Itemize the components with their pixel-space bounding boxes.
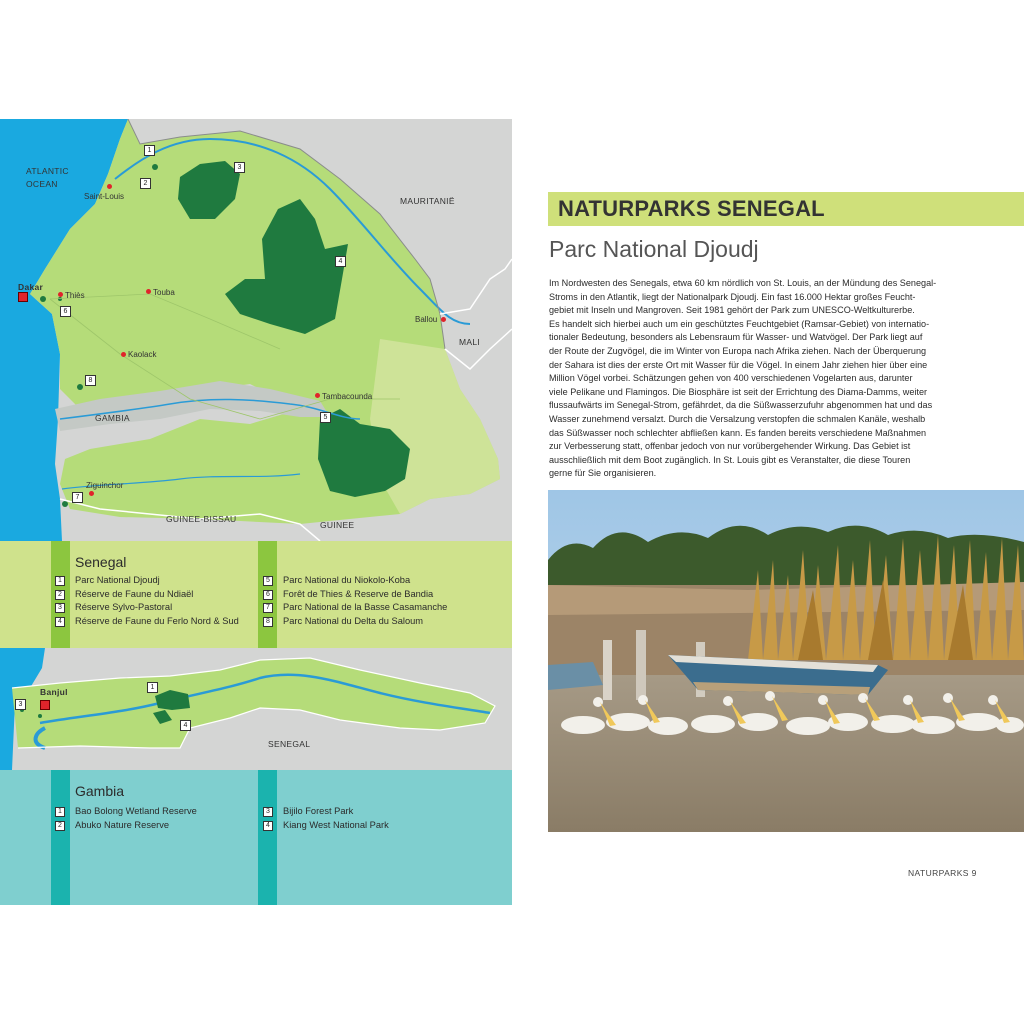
article-body (549, 277, 974, 481)
legend-number: 8 (263, 617, 273, 627)
legend-item (55, 805, 197, 819)
park-marker-5: 5 (320, 412, 331, 423)
legend-item (55, 819, 197, 833)
legend-label: Parc National du Delta du Saloum (283, 616, 424, 627)
body-line: der Route der Zugvögel, die im Winter von Europa nach Afrika ziehen. Nach der Überquerung (549, 345, 927, 356)
legend-accent-bar (258, 770, 277, 905)
legend-label: Parc National de la Basse Casamanche (283, 602, 448, 613)
legend-title-gambia: Gambia (75, 783, 125, 799)
body-line: Million Vögel vorbei. Schätzungen gehen von 400 verschiedenen Vogelarten aus, darunter (549, 373, 913, 384)
body-line: Im Nordwesten des Senegals, etwa 60 km nördlich von St. Louis, an der Mündung des Senegal- (549, 278, 937, 288)
park-marker-7: 7 (72, 492, 83, 503)
label-senegal: SENEGAL (268, 739, 311, 749)
senegal-legend-list-2 (263, 574, 447, 629)
park-marker-6: 6 (60, 306, 71, 317)
body-line: ausschließlich mit dem Boot zugänglich. In St. Louis gibt es Veranstalter, die diese Touren (549, 454, 911, 465)
city-ziguinchor: Ziguinchor (86, 481, 124, 490)
legend-number: 4 (263, 821, 273, 831)
gambia-map (0, 648, 512, 770)
gambia-legend-list-1 (55, 805, 197, 832)
legend-label: Réserve Sylvo-Pastoral (75, 602, 173, 613)
legend-number: 3 (263, 807, 273, 817)
park-marker-4: 4 (335, 256, 346, 267)
legend-label: Parc National du Niokolo-Koba (283, 575, 411, 585)
body-line: Stroms in den Atlantik, liegt der Nationalpark Djoudj. Ein fast 16.000 Hektar großes Feucht- (549, 291, 916, 302)
body-line: viele Pelikane und Flamingos. Die Biosphäre ist seit der Errichtung des Diama-Damms, weiter (549, 386, 928, 397)
city-dakar: Dakar (18, 282, 44, 292)
label-gambia: GAMBIA (95, 413, 130, 423)
legend-item (55, 574, 239, 588)
dakar-capital-marker (18, 292, 28, 302)
senegal-map-graphic (0, 119, 512, 541)
legend-item (263, 819, 389, 833)
gambia-legend (0, 770, 512, 905)
park-marker-1: 1 (144, 145, 155, 156)
body-line: flussaufwärts im Senegal-Strom, gefährdet, da die Süßwasserzufuhr abgenommen hat und das (549, 400, 933, 411)
legend-item (55, 615, 239, 629)
body-line: tionaler Bedeutung, besonders als Lebensraum für Wasser- und Watvögel. Der Park liegt auf (549, 332, 923, 343)
body-line: gebiet mit Inseln und Mangroven. Seit 1981 gehört der Park zum UNESCO-Weltkulturerbe. (549, 305, 915, 316)
pelican-photo-graphic (548, 490, 1024, 832)
legend-label: Bijilo Forest Park (283, 806, 354, 816)
legend-number: 4 (55, 617, 65, 627)
legend-item (55, 588, 239, 602)
city-ballou: Ballou (415, 315, 438, 324)
label-mali: MALI (459, 337, 481, 347)
body-line: Es handelt sich hierbei auch um ein geschütztes Feuchtgebiet (Ramsar-Gebiet) von internatio- (549, 318, 930, 329)
senegal-legend (0, 541, 512, 648)
legend-number: 1 (55, 807, 65, 817)
label-guinea-bissau: GUINEE-BISSAU (166, 514, 237, 524)
legend-number: 7 (263, 603, 273, 613)
pelican-photo (548, 490, 1024, 832)
senegal-legend-list-1 (55, 574, 239, 629)
park-marker-3: 3 (234, 162, 245, 173)
city-kaolack: Kaolack (128, 350, 157, 359)
park-marker-1: 1 (147, 682, 158, 693)
body-line: der Sahara ist dies der erste Ort mit Wasser für die Vögel. In einem Jahr ziehen hier über eine (549, 359, 928, 370)
page-footer: NATURPARKS 9 (908, 868, 977, 878)
label-mauritania: MAURITANIË (400, 196, 455, 206)
city-banjul: Banjul (40, 687, 68, 697)
body-line: zur Verbesserung statt, offenbar jedoch von nur vorübergehender Wirkung. Das Gebiet ist (549, 441, 911, 452)
thies-dot (58, 292, 63, 297)
ziguinchor-dot (89, 491, 94, 496)
legend-item (55, 601, 239, 615)
legend-label: Kiang West National Park (283, 819, 389, 830)
label-ocean: OCEAN (26, 179, 58, 189)
park-marker-4: 4 (180, 720, 191, 731)
senegal-map (0, 119, 512, 541)
park-marker-2: 2 (140, 178, 151, 189)
city-saint-louis: Saint-Louis (84, 192, 125, 201)
section-banner (548, 192, 1024, 226)
label-atlantic: ATLANTIC (26, 166, 69, 176)
body-line: Wasser zunehmend versalzt. Durch die Versalzung verstopfen die schmalen Kanäle, weshalb (549, 413, 926, 424)
body-line: gerne für Sie organisieren. (549, 468, 657, 479)
legend-label: Parc National Djoudj (75, 575, 160, 585)
city-touba: Touba (153, 288, 175, 297)
legend-number: 2 (55, 821, 65, 831)
legend-label: Abuko Nature Reserve (75, 819, 170, 830)
banjul-capital-marker (40, 700, 50, 710)
legend-item (263, 805, 389, 819)
legend-item (263, 615, 447, 629)
legend-item (263, 574, 447, 588)
legend-number: 5 (263, 576, 273, 586)
body-line: das Süßwasser noch schlechter abfließen kann. Es fanden bereits verschiedene Maßnahmen (549, 427, 927, 438)
legend-number: 1 (55, 576, 65, 586)
saint-louis-dot (107, 184, 112, 189)
legend-label: Bao Bolong Wetland Reserve (75, 806, 197, 816)
legend-item (263, 601, 447, 615)
legend-label: Réserve de Faune du Ferlo Nord & Sud (75, 616, 239, 627)
city-thies: Thiès (65, 291, 85, 300)
touba-dot (146, 289, 151, 294)
gambia-legend-list-2 (263, 805, 389, 832)
park-marker-8: 8 (85, 375, 96, 386)
legend-accent-bar (51, 770, 70, 905)
kaolack-dot (121, 352, 126, 357)
city-tambacounda: Tambacounda (322, 392, 373, 401)
legend-number: 6 (263, 590, 273, 600)
gambia-map-graphic (0, 648, 512, 770)
legend-item (263, 588, 447, 602)
legend-number: 2 (55, 590, 65, 600)
legend-number: 3 (55, 603, 65, 613)
label-guinea: GUINEE (320, 520, 355, 530)
section-heading: NATURPARKS SENEGAL (558, 196, 825, 221)
legend-label: Réserve de Faune du Ndiaël (75, 588, 194, 599)
legend-title-senegal: Senegal (75, 554, 127, 570)
legend-label: Forêt de Thies & Reserve de Bandia (283, 588, 434, 599)
article-title: Parc National Djoudj (549, 236, 759, 262)
tambacounda-dot (315, 393, 320, 398)
park-marker-3: 3 (15, 699, 26, 710)
ballou-dot (441, 317, 446, 322)
